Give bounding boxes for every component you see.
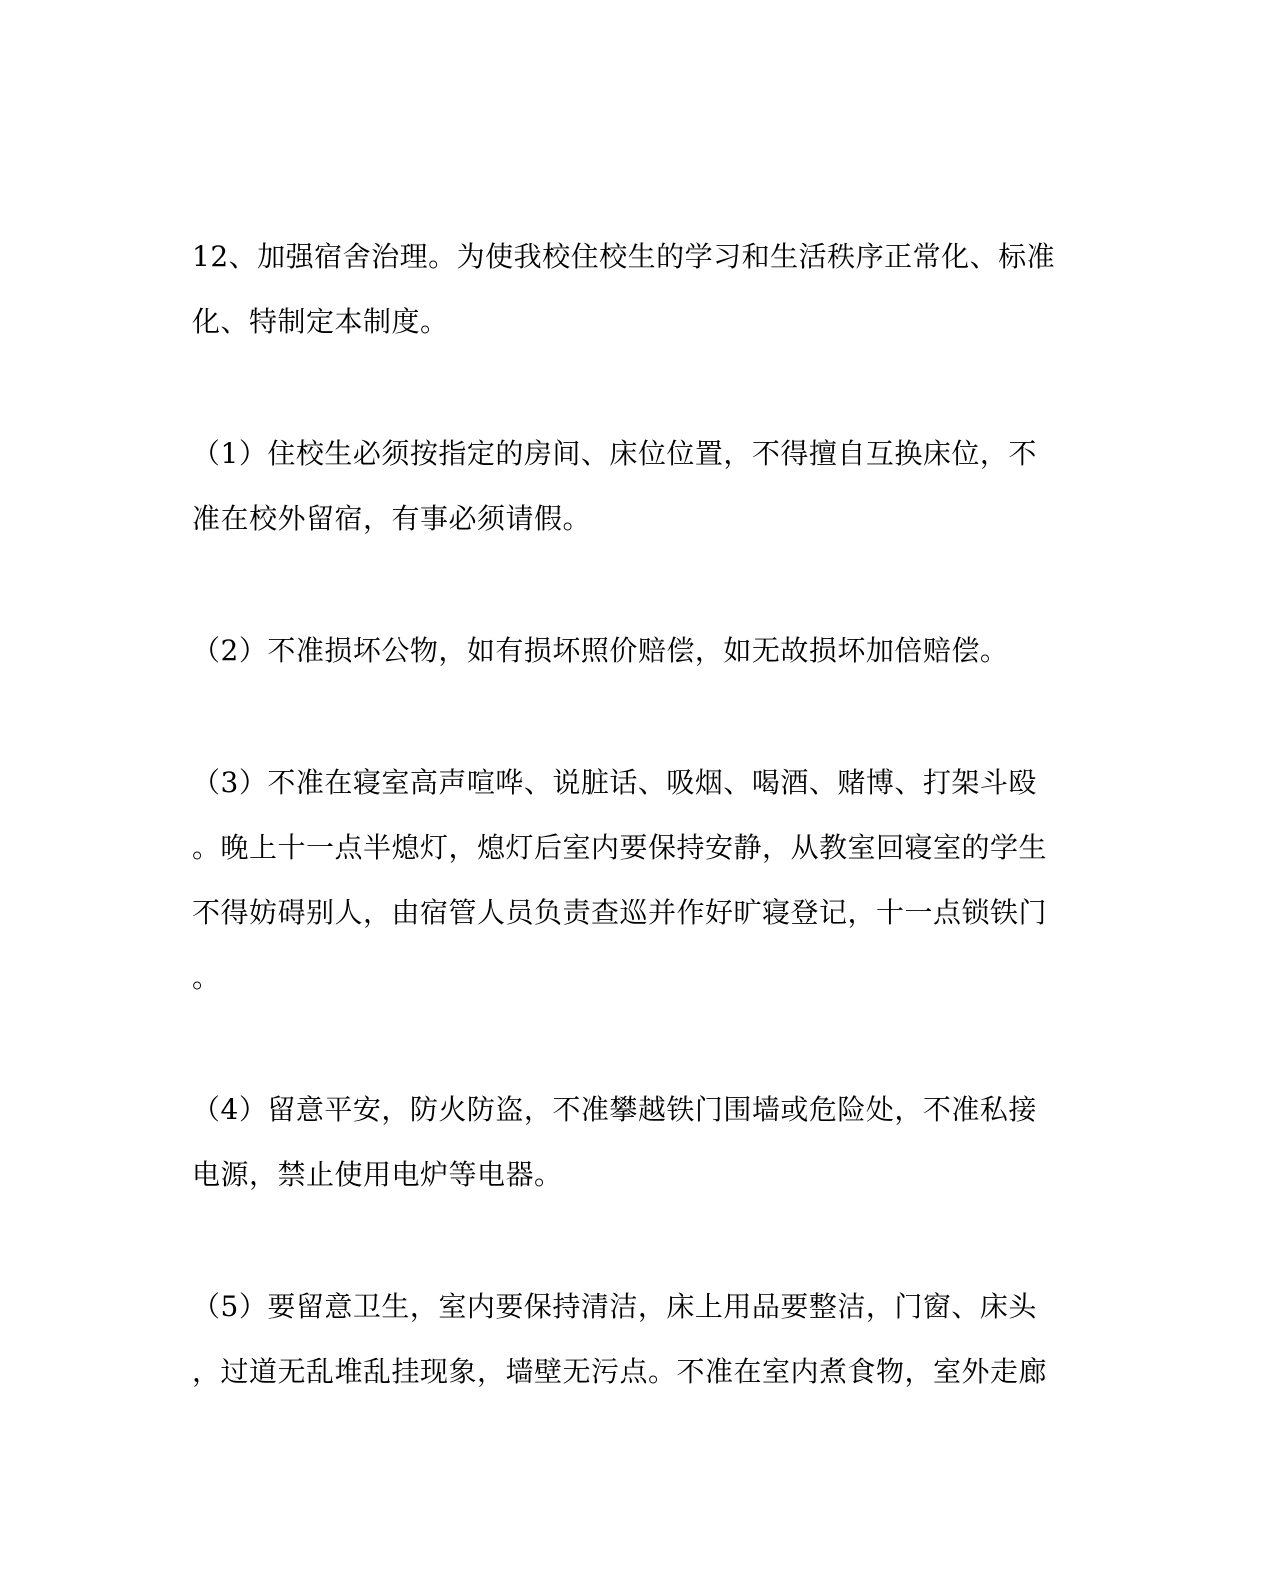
text-line: 。 bbox=[192, 961, 221, 994]
text-line: ，过道无乱堆乱挂现象，墙壁无污点。不准在室内煮食物，室外走廊 bbox=[192, 1355, 1048, 1388]
text-line: 不得妨碍别人，由宿管人员负责查巡并作好旷寝登记，十一点锁铁门 bbox=[192, 896, 1048, 929]
paragraph-rule-5 bbox=[192, 1274, 1058, 1404]
text-line: 。晚上十一点半熄灯，熄灯后室内要保持安静，从教室回寝室的学生 bbox=[192, 831, 1048, 864]
paragraph-rule-4 bbox=[192, 1077, 1058, 1207]
paragraph-rule-3 bbox=[192, 750, 1058, 1010]
paragraph-rule-2 bbox=[192, 618, 1058, 683]
text-line: 准在校外留宿，有事必须请假。 bbox=[192, 502, 592, 535]
text-line: （1）住校生必须按指定的房间、床位位置，不得擅自互换床位，不 bbox=[192, 437, 1037, 470]
text-line: （2）不准损坏公物，如有损坏照价赔偿，如无故损坏加倍赔偿。 bbox=[192, 634, 1009, 667]
document-body bbox=[192, 224, 1058, 1471]
paragraph-rule-1 bbox=[192, 421, 1058, 551]
text-line: 电源，禁止使用电炉等电器。 bbox=[192, 1158, 563, 1191]
text-line: 12、加强宿舍治理。为使我校住校生的学习和生活秩序正常化、标准 bbox=[192, 240, 1056, 273]
paragraph-dormitory-rules-intro bbox=[192, 224, 1058, 354]
text-line: （3）不准在寝室高声喧哗、说脏话、吸烟、喝酒、赌博、打架斗殴 bbox=[192, 766, 1037, 799]
text-line: 化、特制定本制度。 bbox=[192, 305, 449, 338]
text-line: （4）留意平安，防火防盗，不准攀越铁门围墙或危险处，不准私接 bbox=[192, 1093, 1037, 1126]
text-line: （5）要留意卫生，室内要保持清洁，床上用品要整洁，门窗、床头 bbox=[192, 1290, 1037, 1323]
